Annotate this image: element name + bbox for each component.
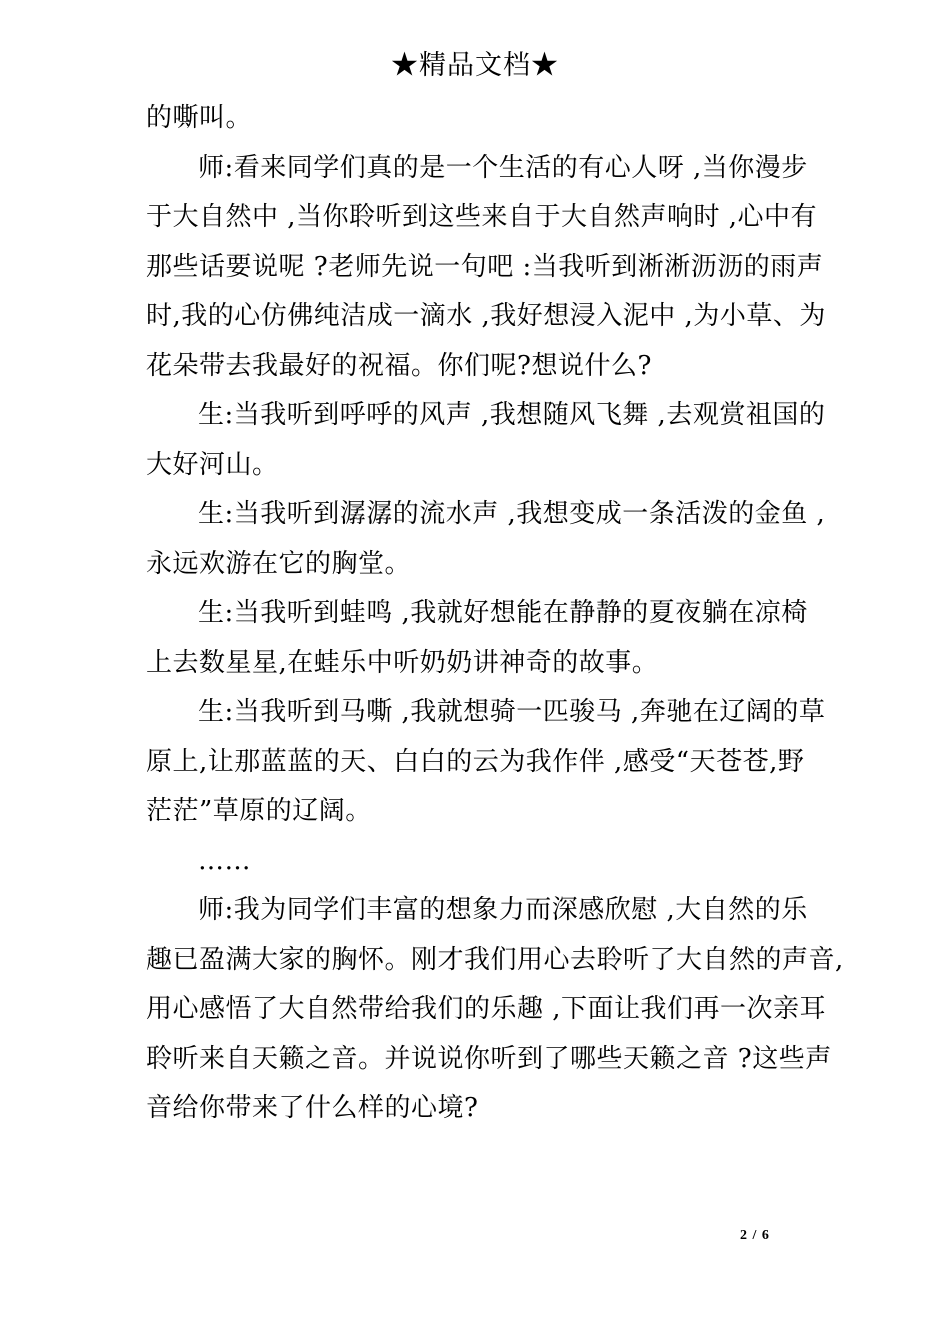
text-line: 花朵带去我最好的祝福。你们呢?想说什么? — [146, 350, 652, 381]
text-line: 原上,让那蓝蓝的天、白白的云为我作伴 ,感受“天苍苍,野 — [146, 746, 805, 777]
text-line: 趣已盈满大家的胸怀。刚才我们用心去聆听了大自然的声音, — [146, 944, 844, 975]
text-line: 于大自然中 ,当你聆听到这些来自于大自然声响时 ,心中有 — [146, 202, 818, 232]
text-line: 茫茫”草原的辽阔。 — [146, 796, 372, 826]
text-line: 生:当我听到潺潺的流水声 ,我想变成一条活泼的金鱼 , — [198, 499, 826, 529]
page-number: 2 / 6 — [740, 1228, 770, 1243]
text-line: 音给你带来了什么样的心境? — [146, 1093, 479, 1123]
text-line: 用心感悟了大自然带给我们的乐趣 ,下面让我们再一次亲耳 — [146, 994, 827, 1024]
text-line: 的嘶叫。 — [146, 103, 253, 133]
text-line: 生:当我听到呼呼的风声 ,我想随风飞舞 ,去观赏祖国的 — [198, 400, 826, 430]
text-line: 永远欢游在它的胸堂。 — [146, 548, 412, 579]
text-line: 生:当我听到蛙鸣 ,我就好想能在静静的夏夜躺在凉椅 — [198, 598, 808, 628]
text-line: 生:当我听到马嘶 ,我就想骑一匹骏马 ,奔驰在辽阔的草 — [198, 697, 826, 727]
text-line: 那些话要说呢 ?老师先说一句吧 :当我听到淅淅沥沥的雨声 — [146, 251, 824, 282]
text-line: 大好河山。 — [146, 449, 279, 480]
text-line: 时,我的心仿佛纯洁成一滴水 ,我好想浸入泥中 ,为小草、为 — [146, 301, 826, 331]
text-line: 上去数星星,在蛙乐中听奶奶讲神奇的故事。 — [146, 647, 659, 678]
document-header-title: ★精品文档★ — [391, 50, 559, 81]
ellipsis-line: …… — [198, 845, 251, 876]
text-line: 师:看来同学们真的是一个生活的有心人呀 ,当你漫步 — [198, 152, 808, 183]
document-body — [146, 94, 844, 1134]
text-line: 师:我为同学们丰富的想象力而深感欣慰 ,大自然的乐 — [198, 895, 808, 925]
text-line: 聆听来自天籁之音。并说说你听到了哪些天籁之音 ?这些声 — [146, 1043, 832, 1074]
